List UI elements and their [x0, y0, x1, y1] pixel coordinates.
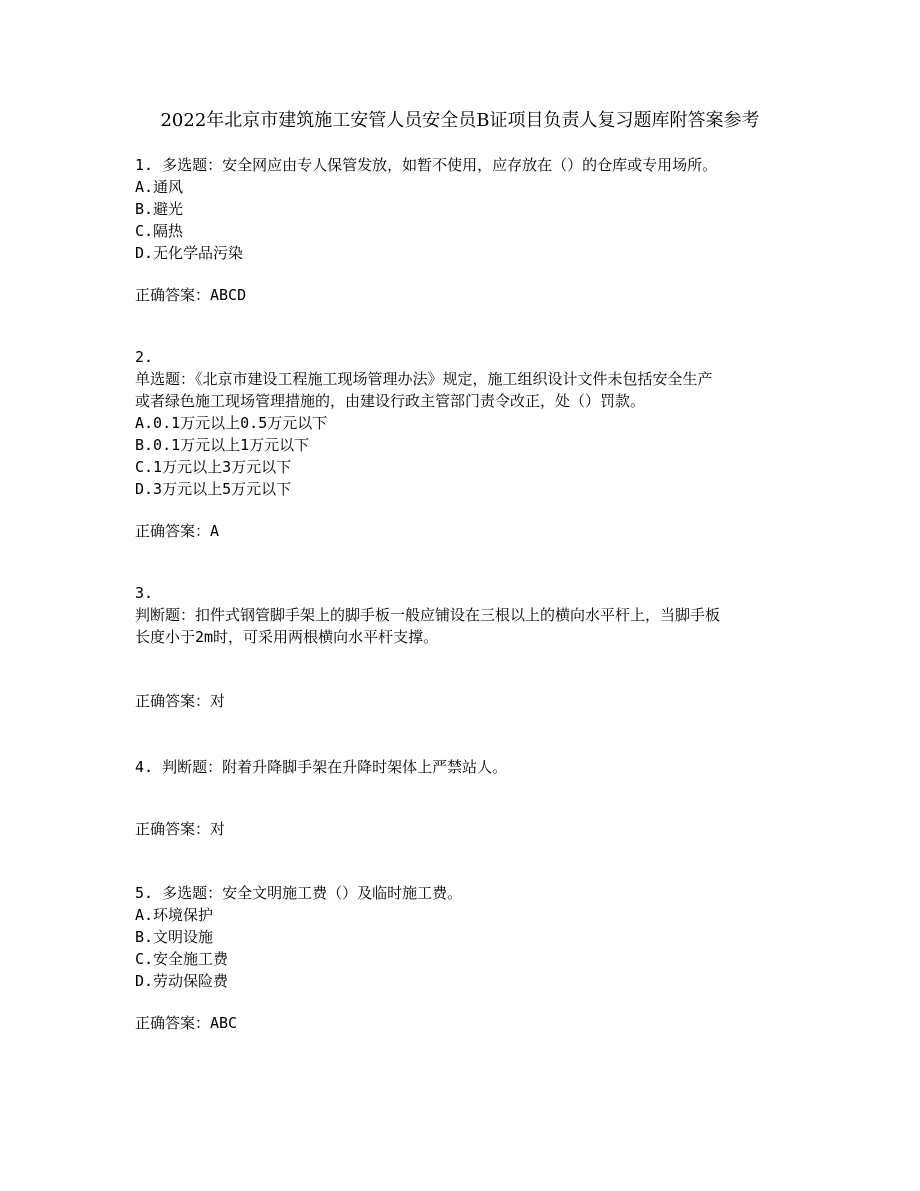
question-1-stem: 1. 多选题：安全网应由专人保管发放，如暂不使用，应存放在（）的仓库或专用场所。 — [135, 156, 718, 174]
question-5-stem: 5. 多选题：安全文明施工费（）及临时施工费。 — [135, 884, 463, 902]
question-3 — [135, 582, 795, 648]
question-5-option-a: A.环境保护 — [135, 906, 214, 924]
question-1-option-a: A.通风 — [135, 178, 184, 196]
document-title: 2022年北京市建筑施工安管人员安全员B证项目负责人复习题库附答案参考 — [160, 110, 760, 131]
question-1-option-c: C.隔热 — [135, 222, 184, 240]
question-2-stem-line-1: 单选题：《北京市建设工程施工现场管理办法》规定，施工组织设计文件未包括安全生产 — [135, 370, 713, 388]
question-1-option-d: D.无化学品污染 — [135, 244, 244, 262]
question-2-stem-line-2: 或者绿色施工现场管理措施的，由建设行政主管部门责令改正，处（）罚款。 — [135, 392, 646, 410]
question-2-answer: 正确答案：A — [135, 522, 220, 540]
question-1-option-b: B.避光 — [135, 200, 184, 218]
question-2-option-c: C.1万元以上3万元以下 — [135, 458, 292, 476]
question-5-option-c: C.安全施工费 — [135, 950, 229, 968]
question-3-number: 3. — [135, 584, 154, 602]
question-5-answer: 正确答案：ABC — [135, 1014, 238, 1032]
question-2-number: 2. — [135, 348, 154, 366]
question-2 — [135, 346, 795, 500]
question-5 — [135, 882, 795, 992]
question-5-option-b: B.文明设施 — [135, 928, 214, 946]
question-2-option-d: D.3万元以上5万元以下 — [135, 480, 292, 498]
question-4-answer: 正确答案：对 — [135, 820, 226, 838]
question-3-stem-line-1: 判断题：扣件式钢管脚手架上的脚手板一般应铺设在三根以上的横向水平杆上，当脚手板 — [135, 606, 721, 624]
question-4 — [135, 756, 795, 778]
question-5-option-d: D.劳动保险费 — [135, 972, 229, 990]
question-3-stem-line-2: 长度小于2m时，可采用两根横向水平杆支撑。 — [135, 628, 439, 646]
question-2-option-a: A.0.1万元以上0.5万元以下 — [135, 414, 328, 432]
question-1-answer: 正确答案：ABCD — [135, 286, 247, 304]
question-3-answer: 正确答案：对 — [135, 692, 226, 710]
question-2-option-b: B.0.1万元以上1万元以下 — [135, 436, 310, 454]
question-4-stem: 4. 判断题：附着升降脚手架在升降时架体上严禁站人。 — [135, 758, 508, 776]
question-1 — [135, 154, 795, 264]
